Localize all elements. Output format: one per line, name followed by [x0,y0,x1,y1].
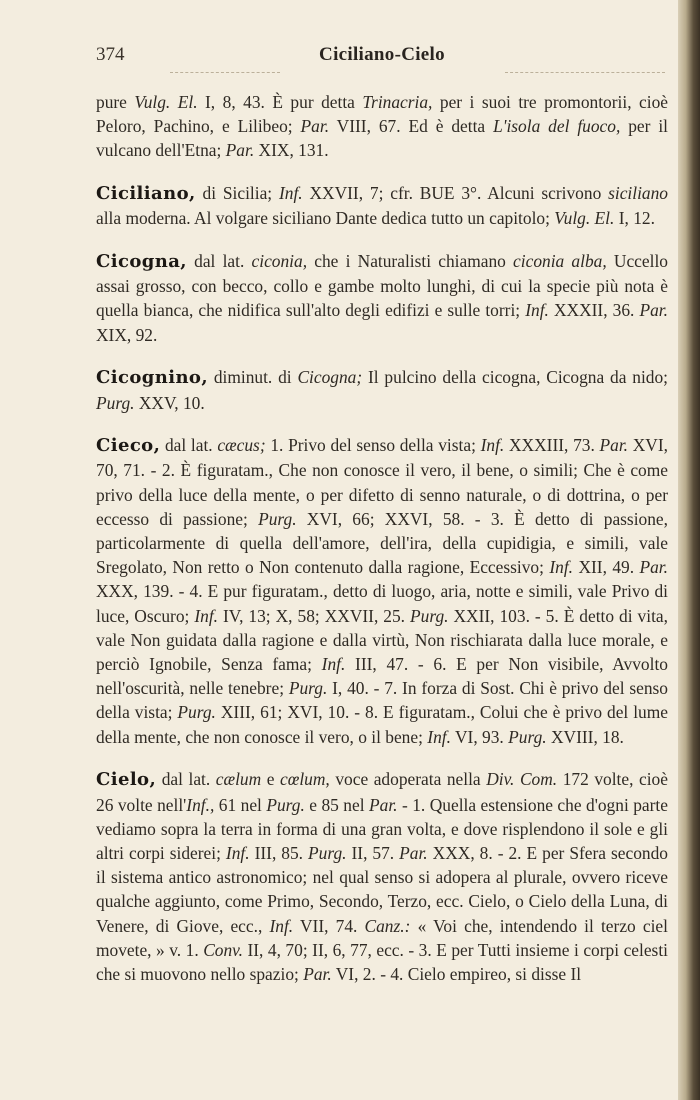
entry-headword: Cieco, [96,435,161,457]
running-title: Ciciliano-Cielo [319,44,445,65]
entry-cicognino [96,365,668,414]
entry-cielo [96,767,668,986]
entry-cicogna [96,249,668,347]
entry-headword: Cicognino, [96,367,208,389]
entry-text: dal lat. cælum e cœlum, voce adoperata nella Div. Com. 172 volte, cioè 26 volte nell'Inf., 61 nel Purg. e 85 nel Par. - 1. Quella estensione che d'ogni parte vediamo sopra la terra in forma di una gran volta, e dove risplendono il sole e gli altri corpi siderei; Inf. III, 85. Purg. II, 57. Par. XXX, 8. - 2. E per Sfera secondo il sistema antico astronomico; nel qual senso si adopera al plurale, ovvero riceve qualche aggiunto, come Primo, Secondo, Terzo, ecc. Cielo, o Cielo della Luna, di Venere, di Giove, ecc., Inf. VII, 74. Canz.: « Voi che, intendendo il terzo ciel movete, » v. 1. Conv. II, 4, 70; II, 6, 77, ecc. - 3. E per Tutti insieme i corpi celesti che si muovono nello spazio; Par. VI, 2. - 4. Cielo empireo, si disse Il [96,769,668,984]
entry-text: dal lat. ciconia, che i Naturalisti chiamano ciconia alba, Uccello assai grosso, con becco, collo e gambe molto lunghi, di cui la specie più nota è quella bianca, che nidifica sull'alto degli edifizi e sulle torri; Inf. XXXII, 36. Par. XIX, 92. [96,251,668,345]
page-header [96,44,668,70]
page-number: 374 [96,44,125,65]
header-rule-right [505,72,665,73]
header-rule-left [170,72,280,73]
dictionary-body [96,90,668,1005]
entry-headword: Cicogna, [96,251,187,273]
entry-cieco [96,433,668,749]
entry-headword: Ciciliano, [96,183,196,205]
entry-continuation [96,90,668,163]
entry-headword: Cielo, [96,769,157,791]
book-spine-edge [678,0,700,1100]
entry-text: pure Vulg. El. I, 8, 43. È pur detta Trinacria, per i suoi tre promontorii, cioè Peloro, Pachino, e Lilibeo; Par. VIII, 67. Ed è detta L'isola del fuoco, per il vulcano dell'Etna; Par. XIX, 131. [96,92,669,161]
entry-text: diminut. di Cicogna; Il pulcino della cicogna, Cicogna da nido; Purg. XXV, 10. [96,367,668,413]
entry-text: dal lat. cæcus; 1. Privo del senso della vista; Inf. XXXIII, 73. Par. XVI, 70, 71. - 2. È figuratam., Che non conosce il vero, il bene, o simili; Che è come privo della luce della mente, o per difetto di senno naturale, o di dottrina, o per eccesso di passione; Purg. XVI, 66; XXVI, 58. - 3. È detto di passione, particolarmente di quella dell'amore, dell'ira, della cupidigia, e simili, vale Sregolato, Non retto o Non contenuto dalla ragione, Eccessivo; Inf. XII, 49. Par. XXX, 139. - 4. E pur figuratam., detto di luogo, aria, notte e simili, vale Privo di luce, Oscuro; Inf. IV, 13; X, 58; XXVII, 25. Purg. XXII, 103. - 5. È detto di vita, vale Non guidata dalla ragione e dalla virtù, Non rischiarata dalla luce morale, e perciò Ignobile, Senza fama; Inf. III, 47. - 6. E per Non visibile, Avvolto nell'oscurità, nelle tenebre; Purg. I, 40. - 7. In forza di Sost. Chi è privo del senso della vista; Purg. XIII, 61; XVI, 10. - 8. E figuratam., Colui che è privo del lume della mente, che non conosce il vero, o il bene; Inf. VI, 93. Purg. XVIII, 18. [96,435,668,747]
entry-text: di Sicilia; Inf. XXVII, 7; cfr. BUE 3°. Alcuni scrivono siciliano alla moderna. Al volgare siciliano Dante dedica tutto un capitolo; Vulg. El. I, 12. [96,183,668,229]
entry-ciciliano [96,181,668,230]
